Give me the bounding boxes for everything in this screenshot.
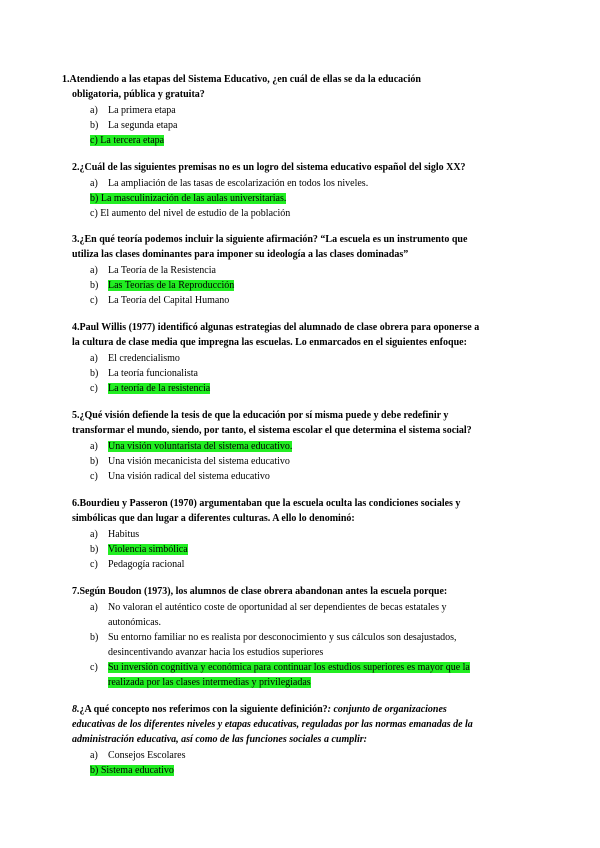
option-text: realizada por las clases intermedias y privilegiadas	[108, 677, 311, 688]
option-label: b)	[90, 765, 99, 776]
option-text: autonómicas.	[108, 617, 162, 628]
options-list	[72, 527, 532, 572]
option-a[interactable]	[72, 527, 532, 542]
option-text: El credencialismo	[108, 353, 180, 364]
question-line: educativas de los diferentes niveles y etapas educativas, reguladas por las normas emanadas de la	[72, 719, 473, 730]
option-label: c)	[90, 208, 98, 219]
option-label: b)	[90, 368, 99, 379]
option-a[interactable]	[72, 351, 532, 366]
question-3	[72, 232, 532, 308]
question-number: 3.	[72, 234, 80, 245]
question-line: transformar el mundo, siendo, por tanto, el sistema escolar el que determina el sistema social?	[72, 425, 472, 436]
option-label: a)	[90, 602, 98, 613]
option-label: c)	[90, 295, 98, 306]
option-b-correct[interactable]	[72, 763, 532, 778]
option-label: b)	[90, 280, 99, 291]
option-text: desincentivando avanzar hacia los estudios superiores	[108, 647, 324, 658]
question-7	[72, 584, 532, 690]
option-text: Violencia simbólica	[108, 544, 188, 555]
option-a[interactable]	[72, 600, 532, 630]
question-text	[72, 584, 532, 599]
option-c[interactable]	[72, 206, 532, 221]
question-text	[72, 160, 532, 175]
option-label: a)	[90, 750, 98, 761]
question-text	[62, 72, 522, 102]
question-number: 2.	[72, 162, 80, 173]
question-number: 7.	[72, 586, 80, 597]
question-number: 1.	[62, 74, 70, 85]
option-label: c)	[90, 135, 98, 146]
option-a-correct[interactable]	[72, 439, 532, 454]
option-label: b)	[90, 544, 99, 555]
options-list	[72, 748, 532, 778]
option-text: Las Teorías de la Reproducción	[108, 280, 235, 291]
question-line: Según Boudon (1973), los alumnos de clase obrera abandonan antes la escuela porque:	[79, 586, 448, 597]
option-label: c)	[90, 662, 98, 673]
option-b[interactable]	[72, 630, 532, 660]
question-line: simbólicas que dan lugar a diferentes culturas. A ello lo denominó:	[72, 513, 355, 524]
option-text: Sistema educativo	[100, 765, 174, 776]
question-1	[62, 72, 522, 148]
option-text: La segunda etapa	[108, 120, 178, 131]
option-b[interactable]	[72, 454, 532, 469]
option-label: b)	[90, 120, 99, 131]
option-b-correct[interactable]	[72, 542, 532, 557]
question-5	[72, 408, 532, 484]
question-line: obligatoria, pública y gratuita?	[72, 89, 205, 100]
option-text: Su inversión cognitiva y económica para continuar los estudios superiores es mayor que la	[108, 662, 470, 673]
question-line: ¿Cuál de las siguientes premisas no es un logro del sistema educativo español del siglo XX?	[79, 162, 466, 173]
option-label: b)	[90, 193, 99, 204]
options-list	[72, 263, 532, 308]
option-text: Habitus	[108, 529, 140, 540]
option-text: La Teoría de la Resistencia	[108, 265, 216, 276]
option-text: Una visión mecanicista del sistema educativo	[108, 456, 290, 467]
option-c[interactable]	[72, 293, 532, 308]
question-text	[72, 320, 532, 350]
option-text: Pedagogía racional	[108, 559, 185, 570]
option-b-correct[interactable]	[72, 191, 532, 206]
option-a[interactable]	[72, 263, 532, 278]
option-a[interactable]	[72, 748, 532, 763]
question-number: 6.	[72, 498, 80, 509]
option-a[interactable]	[72, 103, 522, 118]
option-c[interactable]	[72, 557, 532, 572]
option-label: c)	[90, 559, 98, 570]
option-label: a)	[90, 265, 98, 276]
question-line: Bourdieu y Passeron (1970) argumentaban que la escuela oculta las condiciones sociales y	[79, 498, 461, 509]
question-text	[72, 496, 532, 526]
option-text: La ampliación de las tasas de escolarización en todos los niveles.	[108, 178, 369, 189]
option-label: a)	[90, 529, 98, 540]
option-text: La Teoría del Capital Humano	[108, 295, 230, 306]
option-c[interactable]	[72, 469, 532, 484]
option-text: Su entorno familiar no es realista por desconocimiento y sus cálculos son desajustados,	[108, 632, 457, 643]
options-list	[72, 176, 532, 221]
options-list	[72, 351, 532, 396]
option-label: a)	[90, 105, 98, 116]
option-label: b)	[90, 456, 99, 467]
question-line: Paul Willis (1977) identificó algunas estrategias del alumnado de clase obrera para oponerse a	[79, 322, 480, 333]
option-text: La masculinización de las aulas universitarias.	[100, 193, 287, 204]
question-text	[72, 232, 532, 262]
options-list	[72, 439, 532, 484]
question-2	[72, 160, 532, 221]
option-text: La tercera etapa	[100, 135, 165, 146]
option-label: a)	[90, 353, 98, 364]
option-c-correct[interactable]	[72, 133, 522, 148]
question-line: ¿A qué concepto nos referimos con la siguiente definición?	[79, 704, 328, 715]
question-line: : conjunto de organizaciones	[327, 704, 447, 715]
option-b-correct[interactable]	[72, 278, 532, 293]
question-text	[72, 408, 532, 438]
question-number: 5.	[72, 410, 80, 421]
option-text: La teoría funcionalista	[108, 368, 198, 379]
option-c-correct[interactable]	[72, 381, 532, 396]
option-text: Consejos Escolares	[108, 750, 186, 761]
option-text: El aumento del nivel de estudio de la población	[100, 208, 291, 219]
option-a[interactable]	[72, 176, 532, 191]
options-list	[72, 600, 532, 690]
question-line: administración educativa, así como de las funciones sociales a cumplir:	[72, 734, 367, 745]
option-text: Una visión radical del sistema educativo	[108, 471, 270, 482]
question-8	[72, 702, 532, 778]
options-list	[72, 103, 522, 148]
option-c-correct[interactable]	[72, 660, 532, 690]
option-label: c)	[90, 471, 98, 482]
question-line: la cultura de clase media que impregna las escuelas. Lo enmarcados en el siguientes enfoque:	[72, 337, 467, 348]
question-line: ¿Qué visión defiende la tesis de que la educación por sí misma puede y debe redefinir y	[79, 410, 449, 421]
option-label: b)	[90, 632, 99, 643]
question-6	[72, 496, 532, 572]
option-text: Una visión voluntarista del sistema educativo.	[108, 441, 293, 452]
option-b[interactable]	[72, 118, 522, 133]
option-label: c)	[90, 383, 98, 394]
question-line: ¿En qué teoría podemos incluir la siguiente afirmación? “La escuela es un instrumento que	[79, 234, 468, 245]
option-b[interactable]	[72, 366, 532, 381]
question-4	[72, 320, 532, 396]
question-number: 8.	[72, 704, 80, 715]
option-text: No valoran el auténtico coste de oportunidad al ser dependientes de becas estatales y	[108, 602, 447, 613]
option-label: a)	[90, 441, 98, 452]
option-text: La primera etapa	[108, 105, 176, 116]
question-text	[72, 702, 532, 747]
question-number: 4.	[72, 322, 80, 333]
question-line: Atendiendo a las etapas del Sistema Educativo, ¿en cuál de ellas se da la educación	[69, 74, 421, 85]
option-label: a)	[90, 178, 98, 189]
option-text: La teoría de la resistencia	[108, 383, 211, 394]
question-line: utiliza las clases dominantes para imponer su ideología a las clases dominadas”	[72, 249, 409, 260]
